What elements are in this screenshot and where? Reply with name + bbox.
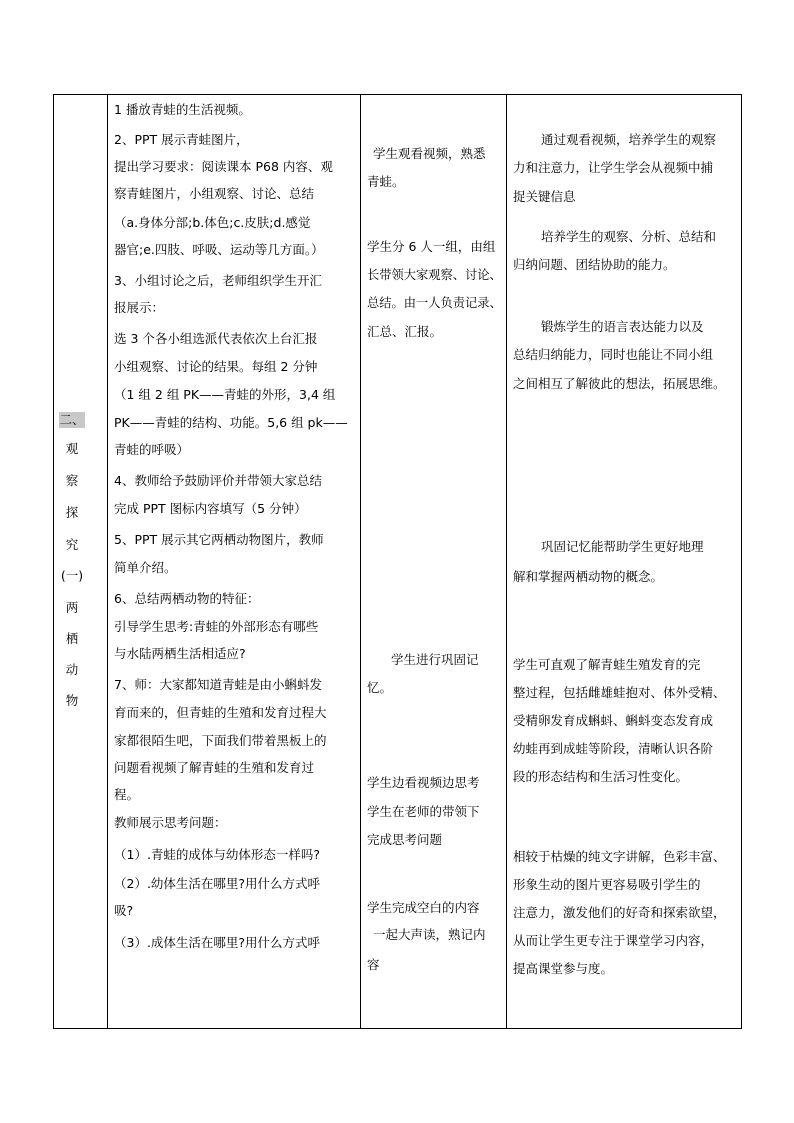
student-activity-line: 完成思考问题 <box>367 832 443 847</box>
design-intent-line: 锻炼学生的语言表达能力以及 <box>541 319 704 334</box>
design-intent-line: 力和注意力，让学生学会从视频中捕 <box>513 160 714 175</box>
design-intent-line: 整过程，包括雌雄蛙抱对、体外受精、 <box>513 685 726 700</box>
design-intent-line: 培养学生的观察、分析、总结和 <box>541 229 717 244</box>
teacher-activity-line: 问题看视频了解青蛙的生殖和发育过 <box>114 760 315 775</box>
teacher-activity-line: 1 播放青蛙的生活视频。 <box>114 102 251 117</box>
student-activity-line: 长带领大家观察、讨论、 <box>367 268 502 282</box>
teacher-activity-line: 小组观察、讨论的结果。每组 2 分钟 <box>114 359 318 374</box>
teacher-activity-line: （2）.幼体生活在哪里?用什么方式呼 <box>114 876 321 891</box>
student-activity-line: 忆。 <box>367 680 393 695</box>
section-label-char: 栖 <box>65 631 79 646</box>
teacher-activity-line: 2、PPT 展示青蛙图片， <box>114 132 249 147</box>
student-activity-line: 学生完成空白的内容 <box>367 900 480 915</box>
design-intent-line: 段的形态结构和生活习性变化。 <box>513 769 689 784</box>
design-intent-line: 学生可直观了解青蛙生殖发育的完 <box>513 657 701 672</box>
student-activity-line: 总结。由一人负责记录、 <box>367 296 502 310</box>
section-label-char: 观 <box>65 441 79 456</box>
student-activity-cell <box>361 95 507 1029</box>
student-activity-line: 青蛙。 <box>367 174 405 189</box>
design-intent-line: 幼蛙再到成蛙等阶段，清晰认识各阶 <box>513 741 714 756</box>
teacher-activity-line: 家都很陌生吧，下面我们带着黑板上的 <box>114 733 327 748</box>
teacher-activity-line: 完成 PPT 图标内容填写（5 分钟） <box>114 501 307 516</box>
section-label-char: 动 <box>65 662 79 677</box>
section-label-char: 察 <box>65 473 79 488</box>
teacher-activity-line: 简单介绍。 <box>114 560 177 575</box>
teacher-activity-line: （a.身体分部;b.体色;c.皮肤;d.感觉 <box>114 215 311 230</box>
design-intent-line: 提高课堂参与度。 <box>513 961 614 976</box>
section-label-char: 两 <box>65 600 79 615</box>
student-activity-line: 汇总、汇报。 <box>367 324 443 339</box>
teacher-activity-line: 与水陆两栖生活相适应? <box>114 646 246 661</box>
teacher-activity-line: 吸? <box>114 903 134 918</box>
section-label-char: (一) <box>60 568 84 583</box>
design-intent-line: 从而让学生更专注于课堂学习内容， <box>513 933 714 948</box>
table-row <box>54 95 742 1029</box>
design-intent-line: 注意力，激发他们的好奇和探索欲望， <box>513 905 726 920</box>
design-intent-line: 解和掌握两栖动物的概念。 <box>513 569 664 584</box>
teacher-activity-line: （1 组 2 组 PK——青蛙的外形，3,4 组 <box>114 387 336 402</box>
design-intent-line: 相较于枯燥的纯文字讲解，色彩丰富、 <box>513 849 726 864</box>
teacher-activity-cell <box>108 95 361 1029</box>
section-label-char: 探 <box>65 505 79 520</box>
teacher-activity-line: 察青蛙图片，小组观察、讨论、总结 <box>114 186 315 201</box>
section-label-char: 究 <box>65 537 79 552</box>
teacher-activity-line: 引导学生思考:青蛙的外部形态有哪些 <box>114 619 319 634</box>
student-activity-line: 容 <box>367 957 380 972</box>
teacher-activity-line: 器官;e.四肢、呼吸、运动等几方面。） <box>114 242 324 257</box>
lesson-plan-table <box>53 94 742 1029</box>
teacher-activity-line: 育而来的，但青蛙的生殖和发育过程大 <box>114 705 327 720</box>
design-intent-line: 受精卵发育成蝌蚪、蝌蚪变态发育成 <box>513 713 714 728</box>
teacher-activity-line: 程。 <box>114 787 140 802</box>
teacher-activity-line: 7、师：大家都知道青蛙是由小蝌蚪发 <box>114 677 322 692</box>
student-activity-line: 学生分 6 人一组，由组 <box>367 239 496 254</box>
teacher-activity-line: PK——青蛙的结构、功能。5,6 组 pk—— <box>114 415 348 430</box>
student-activity-line: 学生进行巩固记 <box>391 652 479 667</box>
teacher-activity-line: （1）.青蛙的成体与幼体形态一样吗? <box>114 847 321 862</box>
section-label-cell <box>54 95 108 1029</box>
design-intent-line: 总结归纳能力，同时也能让不同小组 <box>513 347 714 362</box>
student-activity-line: 学生边看视频边思考 <box>367 775 480 790</box>
design-intent-line: 形象生动的图片更容易吸引学生的 <box>513 877 701 892</box>
teacher-activity-line: 报展示： <box>114 300 165 315</box>
teacher-activity-line: 3、小组讨论之后，老师组织学生开汇 <box>114 273 322 288</box>
student-activity-line: 学生观看视频，熟悉 <box>373 146 486 161</box>
teacher-activity-line: 4、教师给予鼓励评价并带领大家总结 <box>114 473 322 488</box>
design-intent-line: 巩固记忆能帮助学生更好地理 <box>541 539 704 554</box>
design-intent-line: 通过观看视频，培养学生的观察 <box>541 132 717 147</box>
design-intent-line: 捉关键信息 <box>513 189 576 204</box>
teacher-activity-line: 6、总结两栖动物的特征： <box>114 591 260 606</box>
teacher-activity-line: （3）.成体生活在哪里?用什么方式呼 <box>114 935 321 950</box>
student-activity-line: 一起大声读，熟记内 <box>373 927 486 942</box>
teacher-activity-line: 提出学习要求：阅读课本 P68 内容、观 <box>114 159 333 174</box>
section-label-char: 物 <box>65 693 79 708</box>
design-intent-cell <box>507 95 742 1029</box>
teacher-activity-line: 青蛙的呼吸） <box>114 442 190 457</box>
student-activity-line: 学生在老师的带领下 <box>367 804 480 819</box>
design-intent-line: 归纳问题、团结协助的能力。 <box>513 257 676 272</box>
teacher-activity-line: 教师展示思考问题： <box>114 815 227 830</box>
teacher-activity-line: 5、PPT 展示其它两栖动物图片，教师 <box>114 532 324 547</box>
design-intent-line: 之间相互了解彼此的想法，拓展思维。 <box>513 376 726 391</box>
section-label-char: 二、 <box>59 412 85 427</box>
teacher-activity-line: 选 3 个各小组选派代表依次上台汇报 <box>114 331 318 346</box>
